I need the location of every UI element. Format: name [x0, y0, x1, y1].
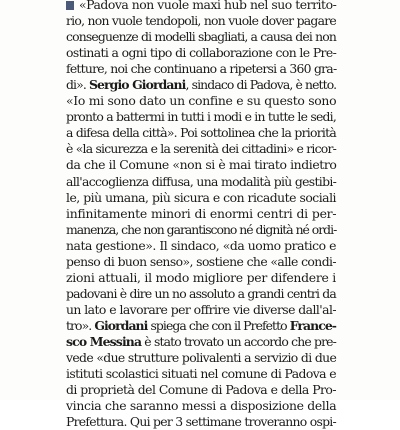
article-text: ostinati a ogni tipo di collaborazione con le Pre-	[66, 45, 337, 61]
article-line	[66, 254, 336, 270]
article-text: spiega che con il Prefetto	[147, 317, 290, 333]
article-text: è «la sicurezza e la serenità dei cittadini» e ricor-	[66, 141, 336, 157]
article-text: un lato e lavorare per offrire vie diverse dall'al-	[66, 301, 336, 317]
article-line	[66, 77, 336, 93]
article-line	[66, 13, 336, 29]
article-line	[66, 206, 336, 222]
article-name-bold: Giordani	[94, 317, 148, 333]
article-line	[66, 238, 336, 254]
article-line	[66, 190, 336, 206]
article-text: «Padova non vuole maxi hub nel suo territo-	[79, 0, 337, 12]
article-text: rio, non vuole tendopoli, non vuole dover pagare	[66, 13, 336, 29]
article-line	[66, 334, 336, 350]
article-line	[66, 414, 336, 430]
article-line	[66, 93, 336, 109]
article-line	[66, 45, 336, 61]
article-text: zioni attuali, il modo migliore per difendere i	[66, 269, 336, 285]
article-line	[66, 174, 336, 190]
article-text: di proprietà del Comune di Padova e della Pro-	[66, 382, 336, 398]
article-line	[66, 286, 336, 302]
article-line	[66, 0, 336, 13]
article-line	[66, 350, 336, 366]
article-text: all'accoglienza diffusa, una modalità più gestibi-	[66, 173, 337, 189]
article-name-bold: Sergio Giordani	[88, 77, 186, 93]
article-line	[66, 157, 336, 173]
article-line	[66, 29, 336, 45]
article-text: vincia che saranno messi a disposizione della	[66, 398, 337, 414]
article-line	[66, 302, 336, 318]
article-line	[66, 318, 336, 334]
article-text: nata gestione». Il sindaco, «da uomo pratico e	[66, 237, 336, 253]
article-text: tro».	[66, 317, 95, 333]
article-text: vede «due strutture polivalenti a servizio di due	[66, 350, 337, 366]
article-text: «Io mi sono dato un confine e su questo sono	[66, 93, 337, 109]
article-line	[66, 141, 336, 157]
article-line	[66, 61, 336, 77]
article-text: padovani è dire un no assoluto a grandi centri da	[66, 285, 337, 301]
article-line	[66, 382, 336, 398]
article-text: conseguenze di modelli sbagliati, a causa dei non	[66, 29, 336, 45]
article-text: infinitamente minori di enormi centri di per-	[66, 205, 337, 221]
article-line	[66, 125, 336, 141]
article-text: è stato trovato un accordo che pre-	[141, 333, 337, 349]
article-text: di».	[66, 77, 89, 93]
article-text: a difesa della città». Poi sottolinea che la priorità	[66, 125, 336, 141]
article-line	[66, 222, 336, 238]
paragraph-bullet-icon	[66, 1, 74, 10]
article-text: manenza, che non garantiscono né dignità né ordi-	[66, 221, 337, 237]
article-text: , sindaco di Padova, è netto.	[185, 77, 337, 93]
article-text: istituti scolastici situati nel comune di Padova e	[66, 366, 337, 382]
article-text: le, più umana, più sicura e con ricadute sociali	[66, 189, 336, 205]
article-text: fetture, noi che continuano a ripetersi a 360 gra-	[66, 61, 337, 77]
article-name-bold: France-	[289, 317, 337, 333]
article-text: Prefettura. Qui per 3 settimane troveranno ospi-	[66, 414, 336, 430]
article-text: penso di buon senso», sostiene che «alle condi-	[66, 253, 336, 269]
article-line	[66, 366, 336, 382]
article-line	[66, 109, 336, 125]
article-line	[66, 270, 336, 286]
article-line	[66, 398, 336, 414]
article-text: da che il Comune «non si è mai tirato indietro	[66, 157, 337, 173]
article-column	[66, 0, 336, 430]
article-name-bold: sco Messina	[66, 333, 142, 349]
article-text: pronto a battermi in tutti i modi e in tutte le sedi,	[66, 109, 336, 125]
